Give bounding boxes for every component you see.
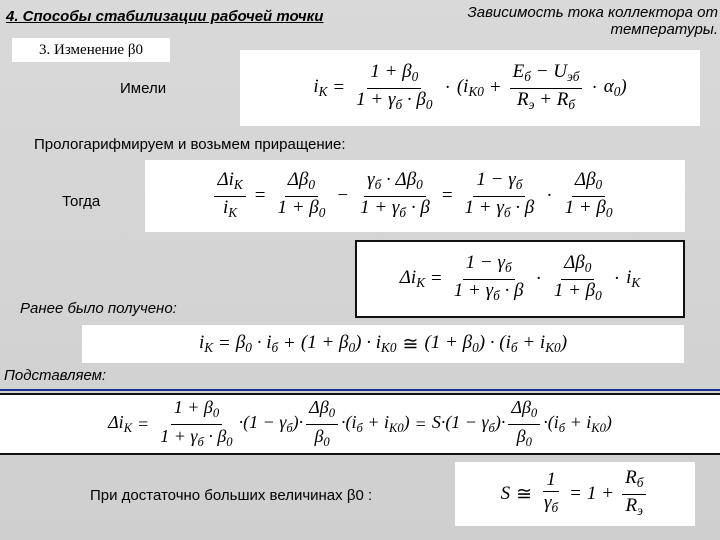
formula-delta-ratio: $\frac{\Delta i_К}{i_К}$ = $\frac{\Delta\beta_0}{1 + \beta_0}$ − $\frac{\gamma_б \cdot \Delta\beta_0}{1 + \gamma_б \cdot \beta}$ = $\frac{1 - \gamma_б}{1 + \gamma_б \cdot \beta}$ · $\frac{\Delta\beta_0}{1 + \beta_0}$ xyxy=(145,160,685,232)
divider-line xyxy=(0,389,720,391)
formula-delta-ik: $\Delta i_К$ = $\frac{1 - \gamma_б}{1 + \gamma_б \cdot \beta}$ · $\frac{\Delta\beta_0}{1 + \beta_0}$ · $i_К$ xyxy=(355,240,685,318)
label-podst: Подставляем: xyxy=(4,367,107,384)
label-togda: Тогда xyxy=(62,193,101,210)
formula-S: S ≅ $\frac{1}{\gamma_б}$ = 1 + $\frac{R_б}{R_э}$ xyxy=(455,462,695,526)
formula-substituted: $\Delta i_К$ = $\frac{1 + \beta_0}{1 + \gamma_б \cdot \beta_0}$ $\cdot(1 - \gamma_б)\cdot$ $\frac{\Delta\beta_0}{\beta_0}$ $\cdot(i_б + i_{К0})$ = $S\cdot(1 - \gamma_б)\cdot$ $\frac{\Delta\beta_0}{\beta_0}$ $\cdot(i_б + i_{К0})$ xyxy=(0,393,720,455)
slide-subheading: Зависимость тока коллектора от температуры. xyxy=(467,4,718,38)
slide-title: 4. Способы стабилизации рабочей точки xyxy=(6,8,324,25)
label-ranee: Ранее было получено: xyxy=(20,300,177,317)
section-label-box xyxy=(12,38,170,62)
formula-ik-approx: $i_К$ = $\beta_0 \cdot i_б$ + $(1 + \beta_0) \cdot i_{К0}$ ≅ $(1 + \beta_0) \cdot (i_б + i_{К0})$ xyxy=(82,325,684,363)
formula-ik: $i_К$ = $\frac{1 + \beta_0}{1 + \gamma_б \cdot \beta_0}$ · ($i_{К0}$ + $\frac{E_б - U_{эб}}{R_э + R_б}$ · $\alpha_0$) xyxy=(240,50,700,126)
label-prolog: Прологарифмируем и возьмем приращение: xyxy=(34,136,346,153)
label-pri: При достаточно больших величинах β0 : xyxy=(90,487,373,504)
section-label: 3. Изменение β0 xyxy=(39,41,143,58)
label-imeli: Имели xyxy=(120,80,167,97)
